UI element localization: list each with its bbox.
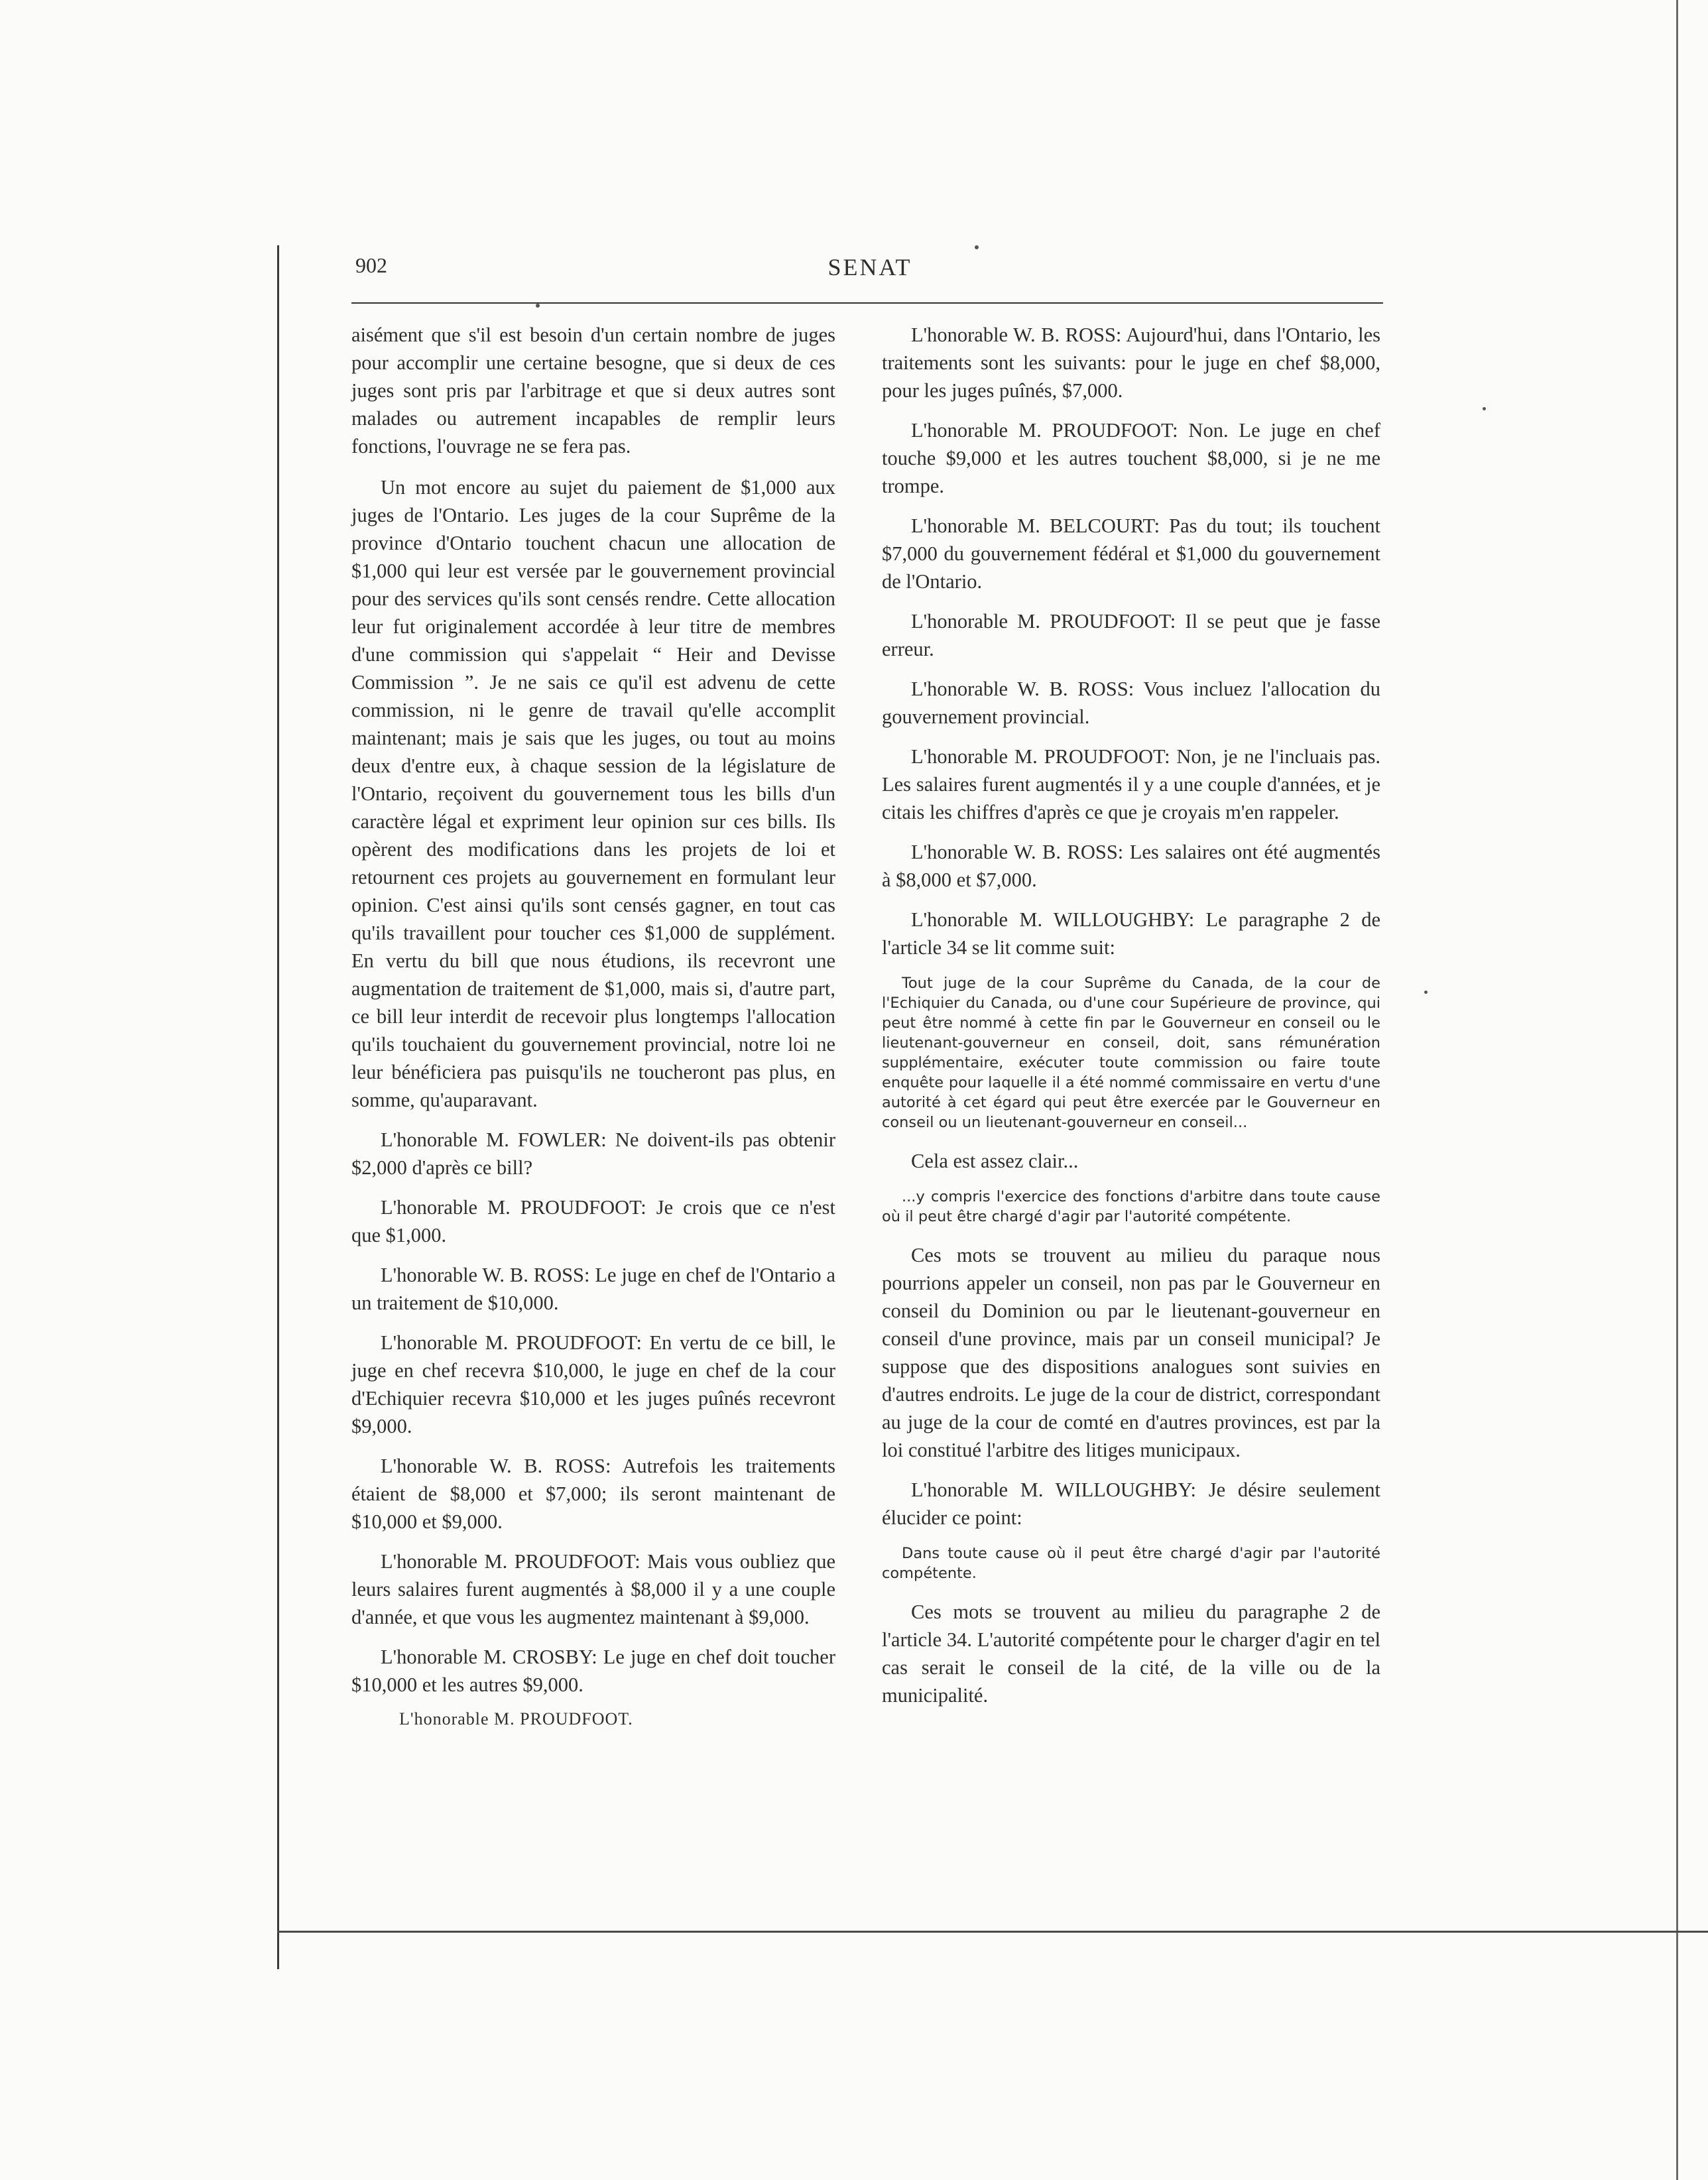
paragraph: L'honorable W. B. ROSS: Autrefois les traitements étaient de $8,000 et $7,000; ils seront maintenant de $10,000 et $9,000. bbox=[351, 1455, 835, 1533]
paragraph: L'honorable M. WILLOUGHBY: Le paragraphe 2 de l'article 34 se lit comme suit: bbox=[882, 908, 1380, 959]
paragraph: L'honorable M. PROUDFOOT: Mais vous oubliez que leurs salaires furent augmentés à $8,000 il y a une couple d'année, et que vous les augmentez maintenant à $9,000. bbox=[351, 1550, 835, 1628]
header-rule bbox=[351, 302, 1383, 304]
page-header bbox=[355, 253, 1384, 293]
speck bbox=[1424, 991, 1428, 994]
statute-quote: Tout juge de la cour Suprême du Canada, de la cour de l'Echiquier du Canada, ou d'une cour Supérieure de province, qui peut être nommé à cette fin par le Gouverneur en conseil ou le lieutenant-gouverneur en conseil, doit, sans rémunération supplémentaire, exécuter toute commission ou faire toute enquête pour laquelle il a été nommé commissaire en vertu d'une autorité à cet égard qui peut être exercée par le Gouverneur en conseil ou un lieutenant-gouverneur en conseil... bbox=[882, 975, 1380, 1131]
running-head: SENAT bbox=[827, 254, 912, 280]
paragraph: L'honorable M. BELCOURT: Pas du tout; ils touchent $7,000 du gouvernement fédéral et $1,000 du gouvernement de l'Ontario. bbox=[882, 515, 1380, 593]
page-edge-left bbox=[277, 245, 279, 1969]
page-edge-bottom bbox=[277, 1931, 1708, 1933]
speck bbox=[1483, 407, 1486, 410]
paragraph: L'honorable W. B. ROSS: Aujourd'hui, dans l'Ontario, les traitements sont les suivants: pour le juge en chef $8,000, pour les juges puînés, $7,000. bbox=[882, 324, 1380, 402]
page-number: 902 bbox=[355, 253, 387, 277]
speck bbox=[536, 304, 540, 308]
paragraph: L'honorable W. B. ROSS: Vous incluez l'allocation du gouvernement provincial. bbox=[882, 678, 1380, 728]
statute-quote: Dans toute cause où il peut être chargé d'agir par l'autorité compétente. bbox=[882, 1545, 1380, 1582]
paragraph: Ces mots se trouvent au milieu du paragraphe 2 de l'article 34. L'autorité compétente pour le charger d'agir en tel cas serait le conseil de la cité, de la ville ou de la municipalité. bbox=[882, 1601, 1380, 1707]
paragraph: L'honorable M. PROUDFOOT: Non. Le juge en chef touche $9,000 et les autres touchent $8,000, si je ne me trompe. bbox=[882, 419, 1380, 497]
paragraph: L'honorable W. B. ROSS: Les salaires ont été augmentés à $8,000 et $7,000. bbox=[882, 841, 1380, 891]
paragraph: aisément que s'il est besoin d'un certain nombre de juges pour accomplir une certaine besogne, que si deux de ces juges sont pris par l'arbitrage et que si deux autres sont malades ou autrement incapables de remplir leurs fonctions, l'ouvrage ne se fera pas. bbox=[351, 324, 835, 457]
statute-quote: ...y compris l'exercice des fonctions d'arbitre dans toute cause où il peut être chargé d'agir par l'autorité compétente. bbox=[882, 1188, 1380, 1225]
left-column bbox=[351, 321, 835, 1745]
continuation-speaker: L'honorable M. PROUDFOOT. bbox=[399, 1709, 633, 1728]
paragraph: L'honorable W. B. ROSS: Le juge en chef de l'Ontario a un traitement de $10,000. bbox=[351, 1264, 835, 1314]
page-edge-right bbox=[1676, 0, 1678, 2180]
paragraph: L'honorable M. PROUDFOOT: Non, je ne l'incluais pas. Les salaires furent augmentés il y a une couple d'années, et je citais les chiffres d'après ce que je croyais m'en rappeler. bbox=[882, 745, 1380, 823]
paragraph: L'honorable M. PROUDFOOT: En vertu de ce bill, le juge en chef recevra $10,000, le juge en chef de la cour d'Echiquier recevra $10,000 et les juges puînés recevront $9,000. bbox=[351, 1331, 835, 1437]
paragraph: L'honorable M. FOWLER: Ne doivent-ils pas obtenir $2,000 d'après ce bill? bbox=[351, 1128, 835, 1179]
speck bbox=[975, 245, 979, 249]
paragraph: L'honorable M. WILLOUGHBY: Je désire seulement élucider ce point: bbox=[882, 1479, 1380, 1529]
paragraph: L'honorable M. CROSBY: Le juge en chef doit toucher $10,000 et les autres $9,000. bbox=[351, 1646, 835, 1696]
paragraph: Cela est assez clair... bbox=[911, 1150, 1079, 1172]
right-column bbox=[882, 321, 1380, 1721]
paragraph: L'honorable M. PROUDFOOT: Je crois que ce n'est que $1,000. bbox=[351, 1196, 835, 1246]
paragraph: Un mot encore au sujet du paiement de $1,000 aux juges de l'Ontario. Les juges de la cour Suprême de la province d'Ontario touchent chacun une allocation de $1,000 qui leur est versée par le gouvernement provincial pour des services qu'ils sont censés rendre. Cette allocation leur fut originalement accordée à leur titre de membres d'une commission qui s'appelait “ Heir and Devisse Commission ”. Je ne sais ce qu'il est advenu de cette commission, ni le genre de travail qu'elle accomplit maintenant; mais je sais que les juges, ou tout au moins deux d'entre eux, à chaque session de la législature de l'Ontario, reçoivent du gouvernement tous les bills d'un caractère légal et expriment leur opinion sur ces bills. Ils opèrent des modifications dans les projets de loi et retournent ces projets au gouvernement en formulant leur opinion. C'est ainsi qu'ils sont censés gagner, en tout cas qu'ils travaillent pour toucher ces $1,000 de supplément. En vertu du bill que nous étudions, ils recevront une augmentation de traitement de $1,000, mais si, d'autre part, ce bill leur interdit de recevoir plus longtemps l'allocation qu'ils touchaient du gouvernement provincial, notre loi ne leur bénéficiera pas puisqu'ils ne toucheront pas plus, en somme, qu'auparavant. bbox=[351, 476, 835, 1111]
paragraph: L'honorable M. PROUDFOOT: Il se peut que je fasse erreur. bbox=[882, 610, 1380, 660]
paragraph: Ces mots se trouvent au milieu du paraque nous pourrions appeler un conseil, non pas par le Gouverneur en conseil du Dominion ou par le lieutenant-gouverneur en conseil d'une province, mais par un conseil municipal? Je suppose que des dispositions analogues sont suivies en d'autres endroits. Le juge de la cour de district, correspondant au juge de la cour de comté en d'autres provinces, est par la loi constitué l'arbitre des litiges municipaux. bbox=[882, 1244, 1380, 1461]
